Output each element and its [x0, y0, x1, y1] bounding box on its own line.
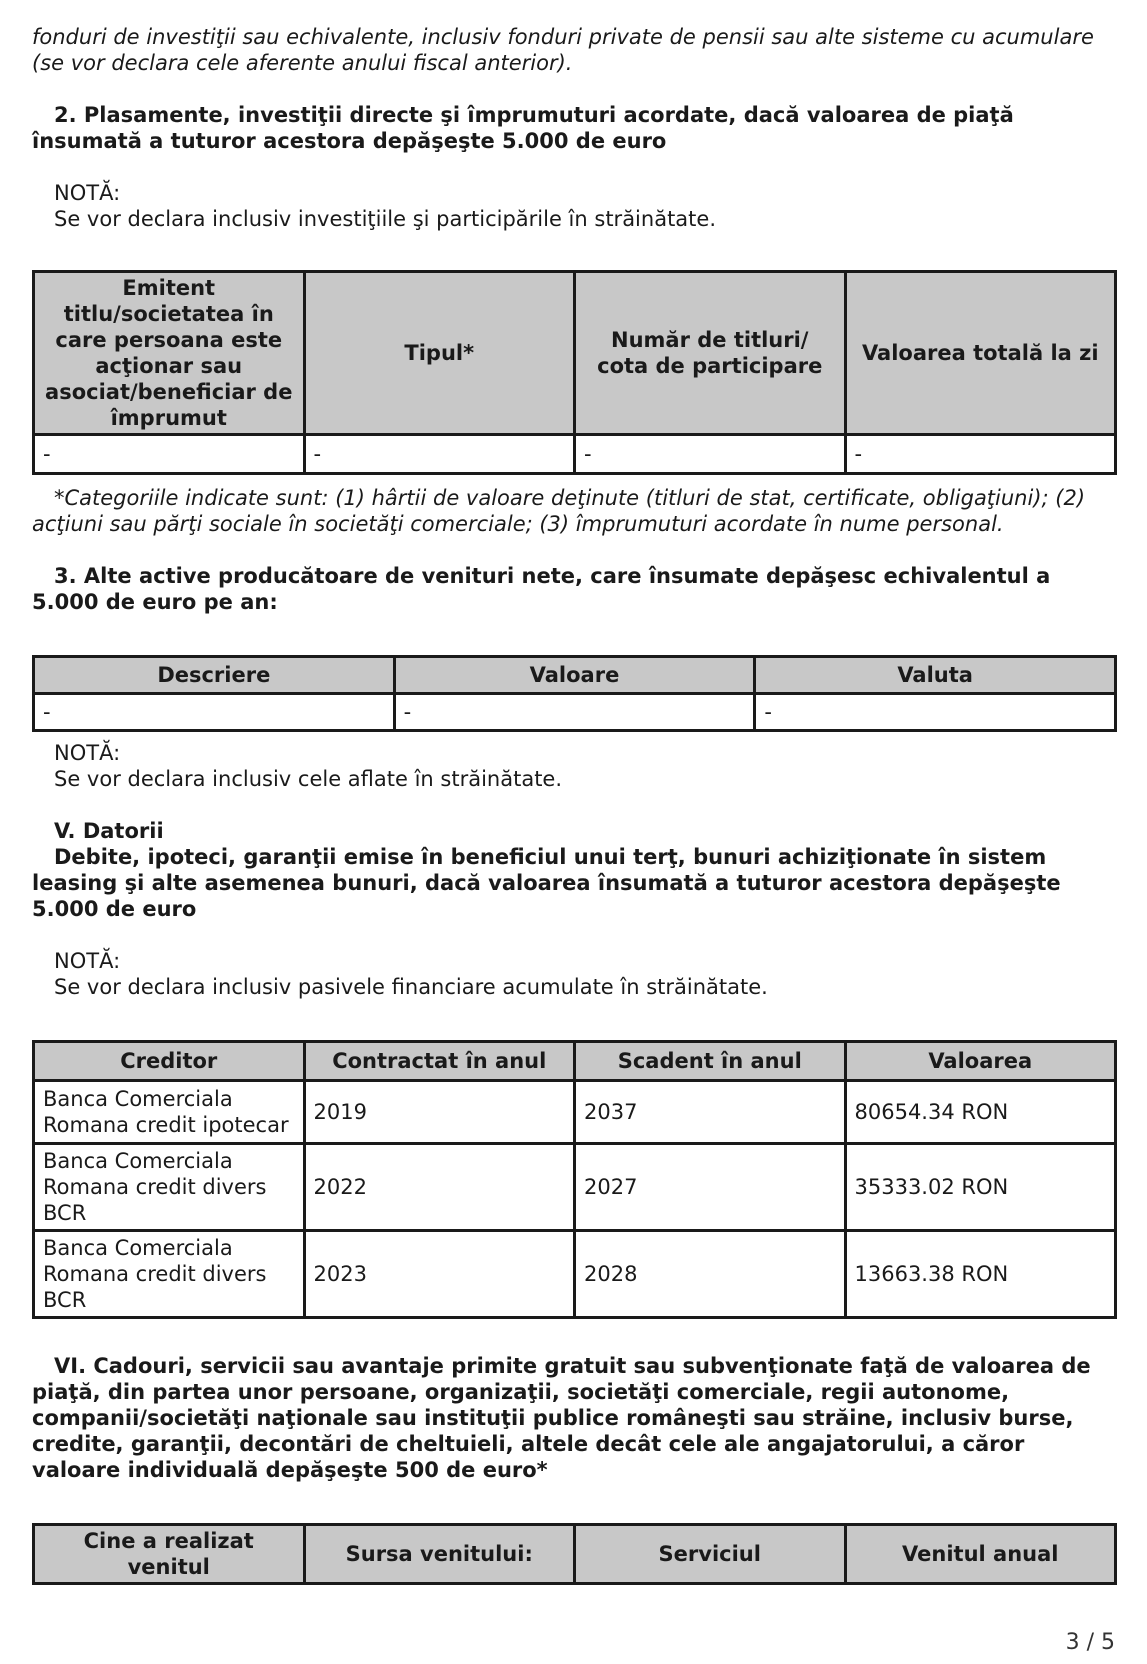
table-cell: -: [755, 694, 1116, 731]
table-header-row: [34, 1042, 1116, 1081]
table-header-row: [34, 657, 1116, 694]
table-cell: -: [34, 435, 305, 474]
table-header-row: [34, 272, 1116, 435]
section2-note-text: Se vor declara inclusiv investiţiile şi participările în străinătate.: [54, 207, 717, 231]
header-numar-titluri: Număr de titluri/ cota de participare: [575, 272, 846, 435]
gifts-table: [32, 1523, 1117, 1585]
table-header-row: [34, 1525, 1116, 1584]
table-cell: -: [575, 435, 846, 474]
page-number: 3 / 5: [1065, 1630, 1115, 1655]
table-cell-valoarea: 80654.34 RON: [845, 1081, 1116, 1144]
section5-note-label: NOTĂ:: [54, 949, 121, 973]
section3-heading: 3. Alte active producătoare de venituri nete, care însumate depăşesc echivalentul a 5.000 de euro pe an:: [32, 564, 1051, 614]
document-page: [32, 24, 1117, 1585]
table-row: [34, 1081, 1116, 1144]
section5-heading: Debite, ipoteci, garanţii emise în beneficiul unui terţ, bunuri achiziţionate în sistem leasing şi alte asemenea bunuri, dacă valoarea însumată a tuturor acestora depăşeşte 5.000 de euro: [32, 845, 1061, 921]
table-cell: -: [845, 435, 1116, 474]
table-row: [34, 1231, 1116, 1318]
table-cell-creditor: Banca Comerciala Romana credit ipotecar: [34, 1081, 305, 1144]
table-cell-contractat: 2023: [304, 1231, 575, 1318]
table-cell-scadent: 2028: [575, 1231, 846, 1318]
section6-heading: VI. Cadouri, servicii sau avantaje primite gratuit sau subvenţionate faţă de valoarea de piaţă, din partea unor persoane, organizaţii, societăţi comerciale, regii autonome, companii/societăţi naţionale sau instituţii publice româneşti sau străine, inclusiv burse, credite, garanţii, decontări de cheltuieli, altele decât cele ale angajatorului, a căror valoare individuală depăşeşte 500 de euro*: [32, 1354, 1091, 1482]
table-cell-scadent: 2037: [575, 1081, 846, 1144]
table-cell-contractat: 2022: [304, 1144, 575, 1231]
header-contractat: Contractat în anul: [304, 1042, 575, 1081]
header-emitent: Emitent titlu/societatea în care persoana este acţionar sau asociat/beneficiar de împrumut: [34, 272, 305, 435]
table-cell-contractat: 2019: [304, 1081, 575, 1144]
header-valoarea-totala: Valoarea totală la zi: [845, 272, 1116, 435]
table-cell-valoarea: 13663.38 RON: [845, 1231, 1116, 1318]
header-valuta: Valuta: [755, 657, 1116, 694]
table-cell-scadent: 2027: [575, 1144, 846, 1231]
header-descriere: Descriere: [34, 657, 395, 694]
section2-heading: 2. Plasamente, investiţii directe şi împrumuturi acordate, dacă valoarea de piaţă însumată a tuturor acestora depăşeşte 5.000 de euro: [32, 103, 1014, 153]
header-valoarea: Valoarea: [845, 1042, 1116, 1081]
table-cell: -: [34, 694, 395, 731]
header-valoare: Valoare: [394, 657, 755, 694]
table-cell-creditor: Banca Comerciala Romana credit divers BCR: [34, 1144, 305, 1231]
table-row: [34, 435, 1116, 474]
header-venitul-anual: Venitul anual: [845, 1525, 1116, 1584]
intro-text: fonduri de investiţii sau echivalente, inclusiv fonduri private de pensii sau alte sisteme cu acumulare (se vor declara cele aferente anului fiscal anterior).: [32, 25, 1094, 75]
section3-note-text: Se vor declara inclusiv cele aflate în străinătate.: [54, 767, 563, 791]
header-creditor: Creditor: [34, 1042, 305, 1081]
table-cell-creditor: Banca Comerciala Romana credit divers BCR: [34, 1231, 305, 1318]
section5-note-text: Se vor declara inclusiv pasivele financiare acumulate în străinătate.: [54, 975, 768, 999]
header-cine-a-realizat: Cine a realizat venitul: [34, 1525, 305, 1584]
table-row: [34, 1144, 1116, 1231]
header-sursa-venitului: Sursa venitului:: [304, 1525, 575, 1584]
header-scadent: Scadent în anul: [575, 1042, 846, 1081]
section2-note-label: NOTĂ:: [54, 181, 121, 205]
table-cell: -: [394, 694, 755, 731]
header-serviciul: Serviciul: [575, 1525, 846, 1584]
header-tipul: Tipul*: [304, 272, 575, 435]
table-row: [34, 694, 1116, 731]
section5-title: V. Datorii: [54, 819, 164, 843]
table-cell-valoarea: 35333.02 RON: [845, 1144, 1116, 1231]
section3-note-label: NOTĂ:: [54, 741, 121, 765]
investments-table: [32, 270, 1117, 475]
other-assets-table: [32, 655, 1117, 732]
table-cell: -: [304, 435, 575, 474]
debts-table: [32, 1040, 1117, 1319]
section2-footnote: *Categoriile indicate sunt: (1) hârtii de valoare deţinute (titluri de stat, certificate, obligaţiuni); (2) acţiuni sau părţi sociale în societăţi comerciale; (3) împrumuturi acordate în nume personal.: [32, 486, 1086, 536]
